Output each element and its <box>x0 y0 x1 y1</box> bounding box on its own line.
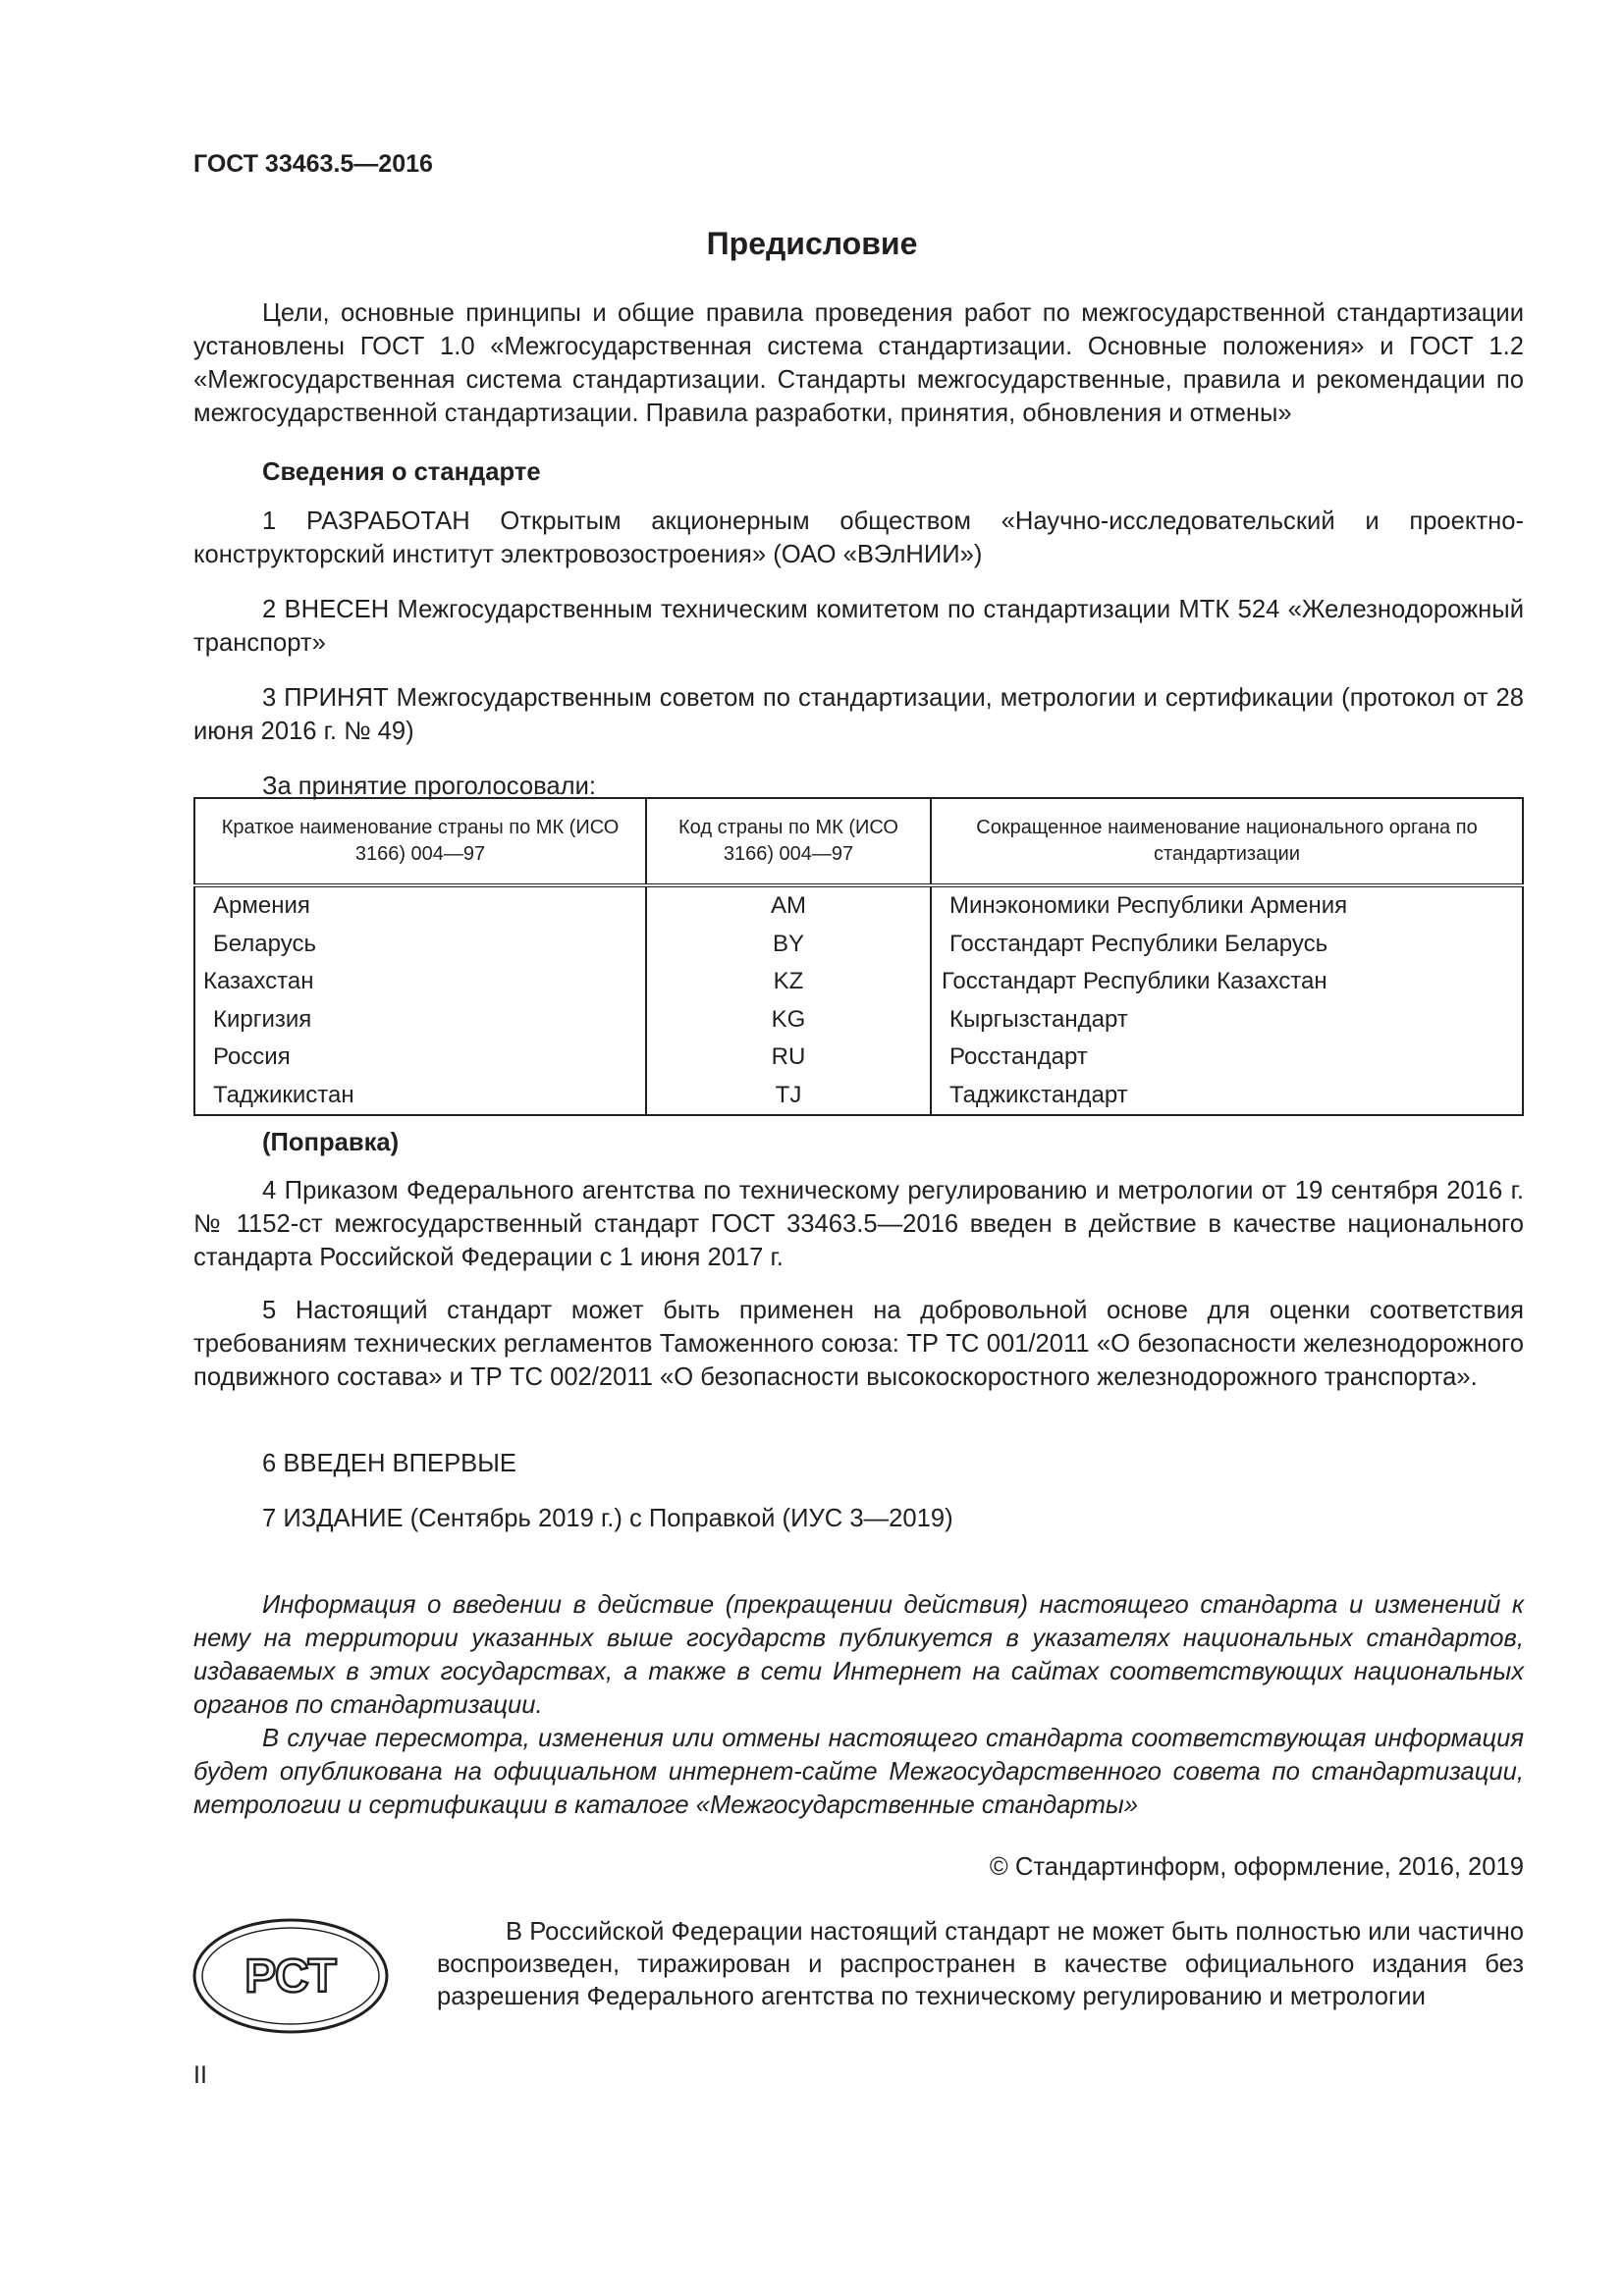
intro-paragraph: Цели, основные принципы и общие правила проведения работ по межгосударственной стандартизации установлены ГОСТ 1.0 «Межгосударственная система стандартизации. Основные положения» и ГОСТ 1.2 «Межгосударственная система стандартизации. Стандарты межгосударственные, правила и рекомендации по межгосударственной стандартизации. Правила разработки, принятия, обновления и отмены» <box>193 299 1524 427</box>
page-number: II <box>193 2061 207 2089</box>
standards-body: Минэкономики Республики Армения <box>931 885 1523 926</box>
standards-body: Госстандарт Республики Казахстан <box>931 963 1523 1001</box>
country-name: Армения <box>194 885 646 926</box>
item-edition: 7 ИЗДАНИЕ (Сентябрь 2019 г.) с Поправкой (ИУС 3—2019) <box>262 1505 953 1532</box>
item-enacted: 4 Приказом Федерального агентства по техническому регулированию и метрологии от 19 сентября 2016 г. № 1152-ст межгосударственный стандарт ГОСТ 33463.5—2016 введен в действие в качестве национального стандарта Российской Федерации с 1 июня 2017 г. <box>193 1177 1524 1271</box>
standards-body: Госстандарт Республики Беларусь <box>931 926 1523 964</box>
svg-text:РСТ: РСТ <box>244 1950 337 2002</box>
country-name: Киргизия <box>194 1001 646 1040</box>
header-country-name: Краткое наименование страны по МК (ИСО 3166) 004—97 <box>194 798 646 885</box>
table-row <box>194 885 1523 926</box>
item-submitted: 2 ВНЕСЕН Межгосударственным техническим комитетом по стандартизации МТК 524 «Железнодорожный транспорт» <box>193 596 1524 657</box>
copyright-line: © Стандартинформ, оформление, 2016, 2019 <box>989 1853 1524 1881</box>
gost-r-logo <box>191 1917 390 2040</box>
voting-countries-table <box>193 797 1524 1116</box>
table-row <box>194 963 1523 1001</box>
country-code: BY <box>646 926 931 964</box>
item-adopted: 3 ПРИНЯТ Межгосударственным советом по стандартизации, метрологии и сертификации (протокол от 28 июня 2016 г. № 49) <box>193 684 1524 745</box>
header-standards-body: Сокращенное наименование национального органа по стандартизации <box>931 798 1523 885</box>
country-name: Беларусь <box>194 926 646 964</box>
notice-info-paragraph: Информация о введении в действие (прекращении действия) настоящего стандарта и изменений к нему на территории указанных выше государств публикуется в указателях национальных стандартов, издаваемых в этих государствах, а также в сети Интернет на сайтах соответствующих национальных органов по стандартизации. <box>193 1591 1524 1719</box>
amendment-label: (Поправка) <box>262 1129 400 1156</box>
document-code: ГОСТ 33463.5—2016 <box>193 150 433 178</box>
standards-body: Кыргызстандарт <box>931 1001 1523 1040</box>
country-code: KG <box>646 1001 931 1040</box>
item-first-introduced: 6 ВВЕДЕН ВПЕРВЫЕ <box>262 1450 516 1477</box>
country-code: AM <box>646 885 931 926</box>
voted-label: За принятие проголосовали: <box>262 773 596 800</box>
country-code: RU <box>646 1039 931 1077</box>
page-title: Предисловие <box>706 226 918 261</box>
table-row <box>194 1039 1523 1077</box>
reproduction-notice: В Российской Федерации настоящий стандарт не может быть полностью или частично воспроизведен, тиражирован и распространен в качестве официального издания без разрешения Федерального агентства по техническому регулированию и метрологии <box>437 1918 1524 2010</box>
country-name: Россия <box>194 1039 646 1077</box>
item-applicability: 5 Настоящий стандарт может быть применен на добровольной основе для оценки соответствия требованиям технических регламентов Таможенного союза: ТР ТС 001/2011 «О безопасности железнодорожного подвижного состава» и ТР ТС 002/2011 «О безопасности высокоскоростного железнодорожного транспорта». <box>193 1297 1524 1391</box>
standards-body: Росстандарт <box>931 1039 1523 1077</box>
item-developed: 1 РАЗРАБОТАН Открытым акционерным обществом «Научно-исследовательский и проектно-конструкторский институт электровозостроения» (ОАО «ВЭлНИИ») <box>193 507 1524 568</box>
table-header-row <box>194 798 1523 885</box>
country-name: Казахстан <box>194 963 646 1001</box>
table-row <box>194 1077 1523 1116</box>
standards-body: Таджикстандарт <box>931 1077 1523 1116</box>
header-country-code: Код страны по МК (ИСО 3166) 004—97 <box>646 798 931 885</box>
info-heading: Сведения о стандарте <box>262 458 541 486</box>
country-code: KZ <box>646 963 931 1001</box>
country-name: Таджикистан <box>194 1077 646 1116</box>
country-code: TJ <box>646 1077 931 1116</box>
notice-revision-paragraph: В случае пересмотра, изменения или отмены настоящего стандарта соответствующая информация будет опубликована на официальном интернет-сайте Межгосударственного совета по стандартизации, метрологии и сертификации в каталоге «Межгосударственные стандарты» <box>193 1725 1524 1819</box>
table-row <box>194 1001 1523 1040</box>
table-row <box>194 926 1523 964</box>
